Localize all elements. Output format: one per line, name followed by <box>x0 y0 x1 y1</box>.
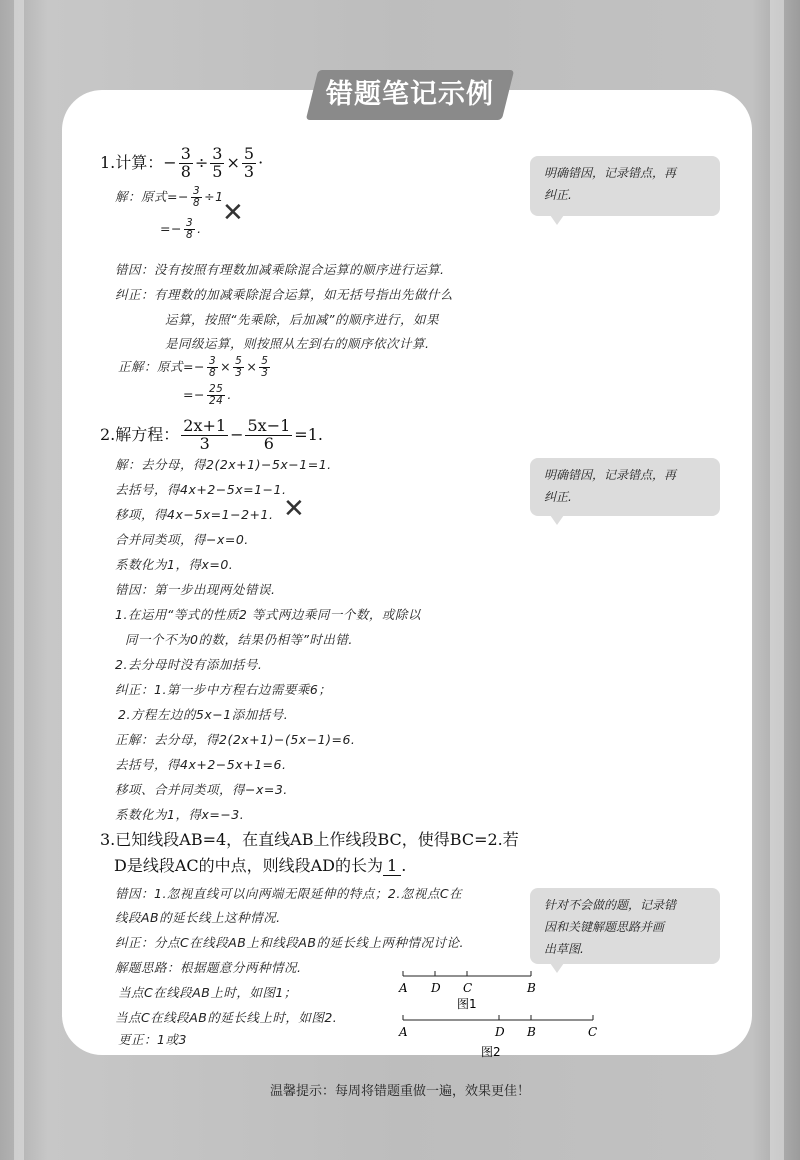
figure-caption: 图2 <box>481 1045 501 1059</box>
point-label: B <box>527 1025 536 1039</box>
q3-line: 当点C在线段AB上时，如图1； <box>118 985 297 1000</box>
scan-strip <box>14 0 24 1160</box>
answer-blank: 1 <box>383 856 401 876</box>
q3-line: 当点C在线段AB的延长线上时，如图2. <box>115 1010 338 1025</box>
question-3-line1: 3.已知线段AB=4，在直线AB上作线段BC，使得BC=2.若 <box>100 830 519 849</box>
q1-correction-1: 纠正：有理数的加减乘除混合运算，如无括号指出先做什么 <box>115 287 454 302</box>
point-label: B <box>527 981 536 995</box>
tip-note-1: 明确错因，记录错点，再 纠正. <box>530 156 720 216</box>
q1-answer: =− $\frac{25}{24}$ . <box>183 383 232 408</box>
point-label: D <box>495 1025 505 1039</box>
point-label: A <box>399 981 408 995</box>
tip-note-2: 明确错因，记录错点，再 纠正. <box>530 458 720 516</box>
q1-solution-line1: 解：原式=− $\frac{3}{8}$ ÷1 <box>115 185 224 210</box>
question-1: 1.计算：− $\frac{3}{8}$ ÷ $\frac{3}{5}$ × $\frac{5}{3}$ · <box>100 144 264 181</box>
point-label: C <box>463 981 473 995</box>
q2-line: 解：去分母，得2(2x+1)−5x−1=1. <box>115 457 332 472</box>
wrong-mark-icon: ✕ <box>222 198 244 228</box>
q3-line: 更正：1或3 <box>118 1032 187 1047</box>
footer-tip: 温馨提示：每周将错题重做一遍，效果更佳！ <box>269 1084 530 1099</box>
fraction: $\frac{5}{3}$ <box>243 144 255 181</box>
q2-line: 合并同类项，得−x=0. <box>115 532 249 547</box>
q1-solution-line2: =− $\frac{3}{8}$ . <box>160 217 202 242</box>
fraction: $\frac{3}{8}$ <box>180 144 191 181</box>
q2-line: 错因：第一步出现两处错误. <box>115 582 276 597</box>
point-label: D <box>431 981 441 995</box>
q1-correction-3: 是同级运算，则按照从左到右的顺序依次计算. <box>165 336 430 351</box>
page-title: 错题笔记示例 <box>326 79 494 110</box>
q2-line: 1.在运用“等式的性质2 等式两边乘同一个数，或除以 <box>115 607 421 622</box>
tip-note-3: 针对不会做的题，记录错 因和关键解题思路并画 出草图. <box>530 888 720 964</box>
question-2: 2.解方程： $\frac{2x+1}{3}$ − $\frac{5x-1}{6}$ =1. <box>100 416 323 453</box>
fraction: $\frac{3}{5}$ <box>212 144 223 181</box>
q3-line: 线段AB的延长线上这种情况. <box>115 910 281 925</box>
q2-line: 移项、合并同类项，得−x=3. <box>115 782 288 797</box>
q2-line: 系数化为1，得x=−3. <box>115 807 245 822</box>
q2-line: 2.去分母时没有添加括号. <box>115 657 263 672</box>
point-label: A <box>399 1025 408 1039</box>
q1-error-cause: 错因：没有按照有理数加减乘除混合运算的顺序进行运算. <box>115 262 445 277</box>
q2-line: 移项，得4x−5x=1−2+1. <box>115 507 274 522</box>
q1-correction-2: 运算，按照“先乘除，后加减”的顺序进行，如果 <box>165 312 439 327</box>
scan-strip <box>770 0 784 1160</box>
figure-1 <box>395 968 555 1012</box>
q1-right-solution: 正解：原式=− $\frac{3}{8}$ × $\frac{5}{3}$ × $\frac{5}{3}$ <box>118 355 269 380</box>
figure-caption: 图1 <box>457 997 477 1011</box>
question-3-line2: D是线段AC的中点，则线段AD的长为 1 . <box>114 856 407 875</box>
figure-2 <box>395 1012 605 1060</box>
q2-line: 2.方程左边的5x−1添加括号. <box>118 707 289 722</box>
q3-line: 纠正：分点C在线段AB上和线段AB的延长线上两种情况讨论. <box>115 935 464 950</box>
q2-line: 系数化为1，得x=0. <box>115 557 234 572</box>
q3-line: 解题思路：根据题意分两种情况. <box>115 960 302 975</box>
point-label: C <box>588 1025 598 1039</box>
q2-line: 同一个不为0的数，结果仍相等”时出错. <box>125 632 353 647</box>
q2-line: 去括号，得4x+2−5x=1−1. <box>115 482 287 497</box>
q3-line: 错因：1.忽视直线可以向两端无限延伸的特点；2.忽视点C在 <box>115 886 463 901</box>
wrong-mark-icon: ✕ <box>283 494 305 524</box>
q2-line: 纠正：1.第一步中方程右边需要乘6； <box>115 682 332 697</box>
q2-line: 正解：去分母，得2(2x+1)−(5x−1)=6. <box>115 732 356 747</box>
q2-line: 去括号，得4x+2−5x+1=6. <box>115 757 287 772</box>
